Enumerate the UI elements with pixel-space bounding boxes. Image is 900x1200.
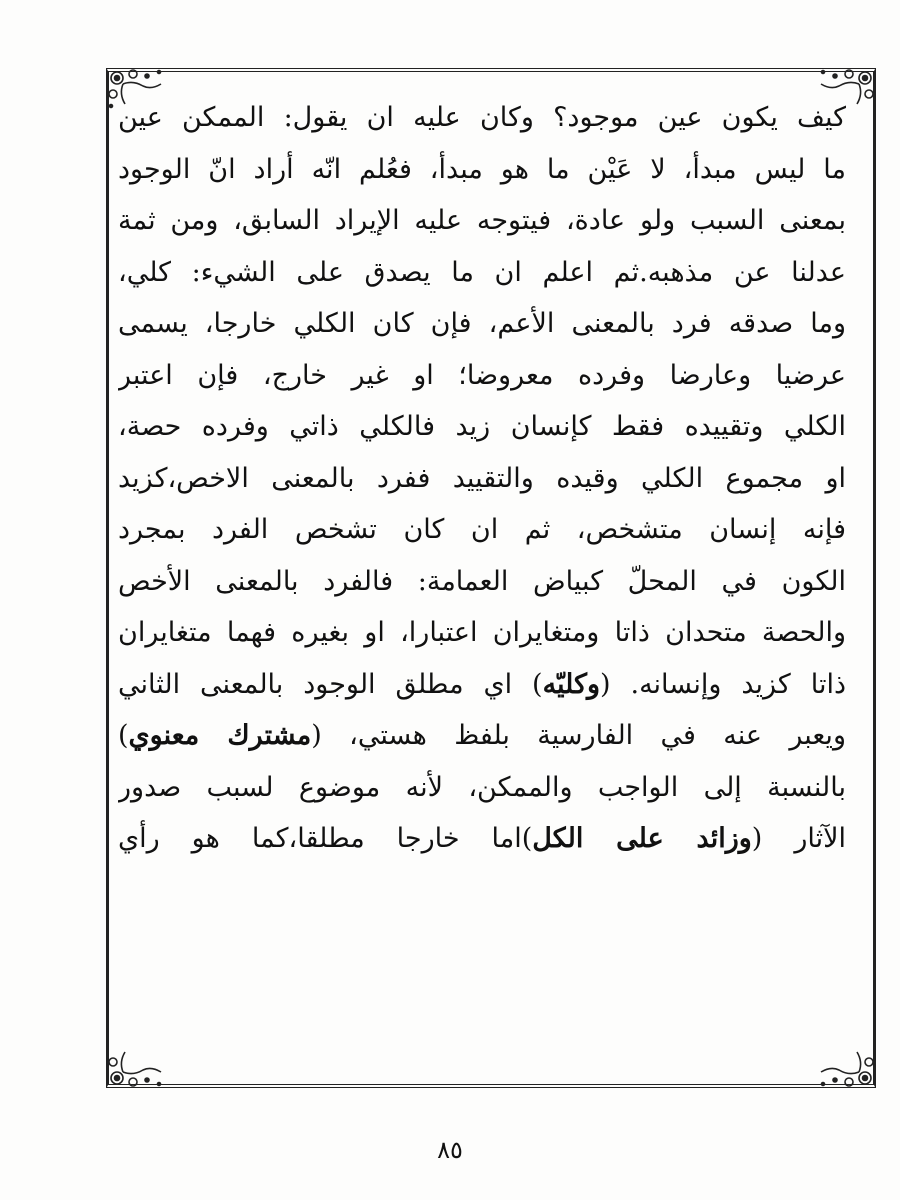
text-line: الكلي وتقييده فقط كإنسان زيد فالكلي ذاتي وفرده حصة،: [118, 411, 846, 442]
text-line: فإنه إنسان متشخص، ثم ان كان تشخص الفرد بمجرد: [118, 514, 846, 545]
text-line: عدلنا عن مذهبه.ثم اعلم ان ما يصدق على الشيء: كلي،: [118, 256, 846, 288]
floral-corner-ornament-icon: [811, 1046, 879, 1092]
text-segment: ) اي مطلق الوجود بالمعنى الثاني: [118, 668, 543, 700]
page-number: ٨٥: [437, 1136, 463, 1164]
text-line: كيف يكون عين موجود؟ وكان عليه ان يقول: الممكن عين: [118, 102, 846, 133]
text-line: او مجموع الكلي وقيده والتقييد ففرد بالمعنى الاخص،كزيد: [118, 462, 846, 494]
text-line: بالنسبة إلى الواجب والممكن، لأنه موضوع لسبب صدور: [118, 771, 846, 803]
text-line: والحصة متحدان ذاتا ومتغايران اعتبارا، او بغيره فهما متغايران: [118, 617, 846, 648]
text-segment: ويعبر عنه في الفارسية بلفظ هستي، (: [311, 720, 846, 751]
text-line: عرضيا وعارضا وفرده معروضا؛ او غير خارج، فإن اعتبر: [118, 359, 846, 391]
text-line: ما ليس مبدأ، لا عَيْن ما هو مبدأ، فعُلم انّه أراد انّ الوجود: [118, 153, 846, 185]
text-line: [118, 813, 846, 865]
text-line: بمعنى السبب ولو عادة، فيتوجه عليه الإيراد السابق، ومن ثمة: [118, 205, 846, 236]
bold-term: وزائد على الكل: [532, 823, 752, 854]
text-line: وما صدقه فرد بالمعنى الأعم، فإن كان الكلي خارجا، يسمى: [118, 308, 846, 339]
text-line: [118, 659, 846, 711]
text-segment: ذاتا كزيد وإنسانه. (: [600, 668, 846, 700]
text-line: [118, 710, 846, 762]
bold-term: وكليّه: [542, 668, 601, 700]
text-segment: ): [118, 720, 129, 751]
text-line: الكون في المحلّ كبياض العمامة: فالفرد بالمعنى الأخص: [118, 565, 846, 597]
body-text: [118, 92, 846, 1022]
bold-term: مشترك معنوي: [128, 720, 312, 751]
text-segment: الآثار (: [751, 823, 846, 854]
floral-corner-ornament-icon: [103, 1046, 171, 1092]
text-segment: )اما خارجا مطلقا،كما هو رأي: [118, 823, 533, 854]
